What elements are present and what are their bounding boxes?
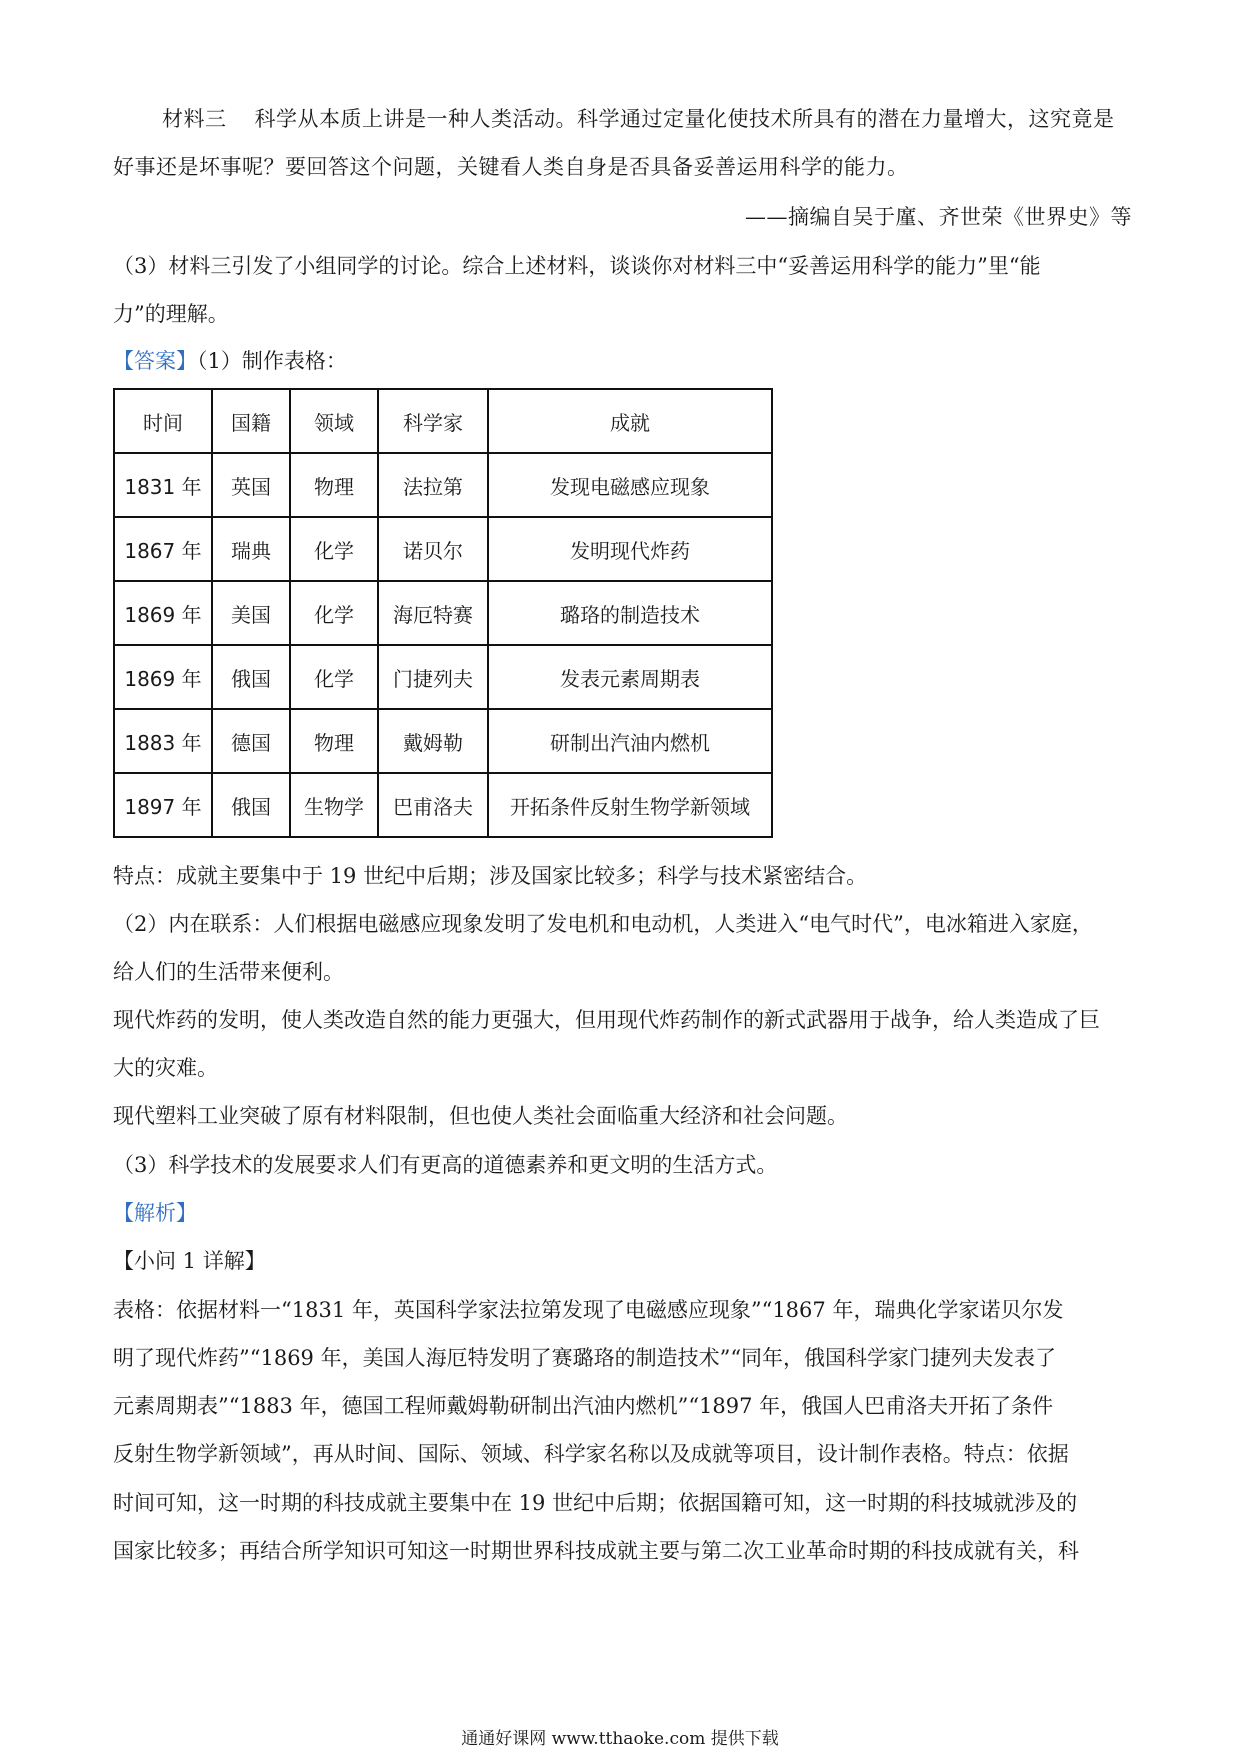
material3-source: ——摘编自吴于廑、齐世荣《世界史》等	[745, 205, 1132, 229]
analysis-line: 时间可知，这一时期的科技成就主要集中在 19 世纪中后期；依据国籍可知，这一时期的科技城就涉及的	[113, 1491, 1078, 1515]
answer-intro: （1）制作表格：	[197, 349, 347, 373]
answer-heading	[113, 346, 1133, 376]
table-cell: 研制出汽油内燃机	[488, 709, 772, 773]
answer-line: （2）内在联系：人们根据电磁感应现象发明了发电机和电动机，人类进入“电气时代”，电冰箱进入家庭，	[113, 912, 1093, 936]
table-row	[114, 517, 772, 581]
table-cell: 生物学	[290, 773, 378, 837]
table-header-cell: 科学家	[378, 389, 488, 453]
material3-label: 材料三	[162, 107, 227, 131]
question3-line2: 力”的理解。	[113, 302, 229, 326]
table-cell: 戴姆勒	[378, 709, 488, 773]
table-cell: 发明现代炸药	[488, 517, 772, 581]
analysis-line: 元素周期表”“1883 年，德国工程师戴姆勒研制出汽油内燃机”“1897 年，俄国人巴甫洛夫开拓了条件	[113, 1394, 1054, 1418]
table-row	[114, 773, 772, 837]
table-cell: 1869 年	[114, 581, 212, 645]
table-cell: 海厄特赛	[378, 581, 488, 645]
table-header-cell: 国籍	[212, 389, 290, 453]
table-row	[114, 581, 772, 645]
material3-line2: 好事还是坏事呢？要回答这个问题，关键看人类自身是否具备妥善运用科学的能力。	[113, 155, 909, 179]
table-cell: 门捷列夫	[378, 645, 488, 709]
table-cell: 诺贝尔	[378, 517, 488, 581]
table-row	[114, 709, 772, 773]
table-cell: 化学	[290, 517, 378, 581]
analysis-line: 反射生物学新领域”，再从时间、国际、领域、科学家名称以及成就等项目，设计制作表格。特点：依据	[113, 1442, 1069, 1466]
table-cell: 1869 年	[114, 645, 212, 709]
answer-line: （3）科学技术的发展要求人们有更高的道德素养和更文明的生活方式。	[113, 1153, 778, 1177]
table-cell: 开拓条件反射生物学新领域	[488, 773, 772, 837]
table-row	[114, 453, 772, 517]
table-cell: 美国	[212, 581, 290, 645]
table-cell: 发表元素周期表	[488, 645, 772, 709]
table-cell: 俄国	[212, 773, 290, 837]
answer-line: 现代塑料工业突破了原有材料限制，但也使人类社会面临重大经济和社会问题。	[113, 1104, 848, 1128]
table-cell: 璐珞的制造技术	[488, 581, 772, 645]
table-cell: 化学	[290, 645, 378, 709]
answer-line: 给人们的生活带来便利。	[113, 960, 344, 984]
question3-line1: （3）材料三引发了小组同学的讨论。综合上述材料，谈谈你对材料三中“妥善运用科学的能力”里“能	[113, 254, 1041, 278]
analysis-line: 表格：依据材料一“1831 年，英国科学家法拉第发现了电磁感应现象”“1867 年，瑞典化学家诺贝尔发	[113, 1298, 1064, 1322]
achievements-table	[113, 388, 773, 838]
table-cell: 巴甫洛夫	[378, 773, 488, 837]
analysis-tag: 【解析】	[113, 1201, 197, 1225]
table-header-cell: 领域	[290, 389, 378, 453]
answer-line: 大的灾难。	[113, 1056, 218, 1080]
answer-tag: 【答案】	[113, 349, 197, 373]
table-cell: 1831 年	[114, 453, 212, 517]
table-cell: 发现电磁感应现象	[488, 453, 772, 517]
table-cell: 英国	[212, 453, 290, 517]
page-footer: 通通好课网 www.tthaoke.com 提供下载	[461, 1729, 779, 1749]
table-cell: 俄国	[212, 645, 290, 709]
table-cell: 物理	[290, 709, 378, 773]
table-cell: 1867 年	[114, 517, 212, 581]
table-header-cell: 成就	[488, 389, 772, 453]
answer-line: 特点：成就主要集中于 19 世纪中后期；涉及国家比较多；科学与技术紧密结合。	[113, 864, 868, 888]
table-cell: 1883 年	[114, 709, 212, 773]
table-header-row	[114, 389, 772, 453]
answer-line: 现代炸药的发明，使人类改造自然的能力更强大，但用现代炸药制作的新式武器用于战争，给人类造成了巨	[113, 1008, 1100, 1032]
material3-line1	[162, 104, 1132, 134]
table-cell: 化学	[290, 581, 378, 645]
table-header-cell: 时间	[114, 389, 212, 453]
table-cell: 法拉第	[378, 453, 488, 517]
table-cell: 1897 年	[114, 773, 212, 837]
analysis-subheading: 【小问 1 详解】	[113, 1249, 266, 1273]
table-cell: 德国	[212, 709, 290, 773]
material3-text1: 科学从本质上讲是一种人类活动。科学通过定量化使技术所具有的潜在力量增大，这究竟是	[254, 107, 1115, 131]
table-cell: 瑞典	[212, 517, 290, 581]
table-cell: 物理	[290, 453, 378, 517]
analysis-line: 明了现代炸药”“1869 年，美国人海厄特发明了赛璐珞的制造技术”“同年，俄国科学家门捷列夫发表了	[113, 1346, 1057, 1370]
analysis-line: 国家比较多；再结合所学知识可知这一时期世界科技成就主要与第二次工业革命时期的科技成就有关，科	[113, 1539, 1079, 1563]
table-row	[114, 645, 772, 709]
